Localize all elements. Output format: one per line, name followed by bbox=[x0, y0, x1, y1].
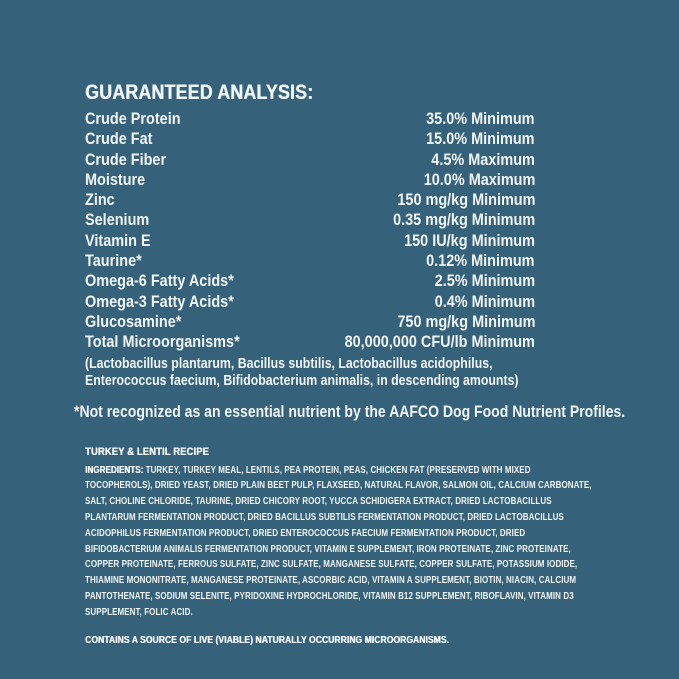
recipe-name-text: TURKEY & LENTIL RECIPE bbox=[85, 445, 209, 458]
nutrient-name: Total Microorganisms* bbox=[85, 332, 240, 352]
nutrient-name: Vitamin E bbox=[85, 230, 151, 250]
microorganisms-note-line1: (Lactobacillus plantarum, Bacillus subtilis, Lactobacillus acidophilus, bbox=[85, 355, 493, 372]
analysis-row-omega-6 bbox=[85, 271, 535, 291]
nutrient-name: Taurine* bbox=[85, 251, 142, 271]
nutrient-name: Glucosamine* bbox=[85, 311, 182, 331]
nutrient-name: Omega-3 Fatty Acids* bbox=[85, 291, 234, 311]
ingredients-label: INGREDIENTS: bbox=[85, 464, 144, 476]
analysis-row-selenium bbox=[85, 210, 535, 230]
ingredients-text-wrap bbox=[85, 463, 597, 621]
nutrient-name: Omega-6 Fatty Acids* bbox=[85, 271, 234, 291]
aafco-footnote-text: *Not recognized as an essential nutrient by the AAFCO Dog Food Nutrient Profiles. bbox=[74, 402, 626, 421]
analysis-row-crude-fat bbox=[85, 129, 535, 149]
nutrient-name: Crude Fiber bbox=[85, 149, 167, 169]
nutrient-value: 150 IU/kg Minimum bbox=[404, 230, 535, 250]
analysis-row-zinc bbox=[85, 190, 535, 210]
analysis-row-vitamin-e bbox=[85, 231, 535, 251]
analysis-row-crude-fiber bbox=[85, 150, 535, 170]
aafco-footnote bbox=[74, 402, 626, 422]
analysis-row-total-microorganisms bbox=[85, 332, 535, 352]
guaranteed-analysis-section bbox=[74, 81, 626, 422]
microorganisms-note bbox=[85, 356, 619, 391]
nutrient-name: Selenium bbox=[85, 210, 150, 230]
nutrient-value: 750 mg/kg Minimum bbox=[396, 311, 535, 331]
recipe-name bbox=[85, 446, 619, 459]
nutrient-name: Moisture bbox=[85, 169, 146, 189]
contains-note-text: CONTAINS A SOURCE OF LIVE (VIABLE) NATURALLY OCCURRING MICROORGANISMS. bbox=[85, 634, 449, 646]
analysis-row-taurine bbox=[85, 251, 535, 271]
ingredients-section bbox=[85, 446, 619, 647]
nutrient-value: 0.12% Minimum bbox=[426, 251, 535, 271]
guaranteed-analysis-table bbox=[85, 109, 535, 353]
contains-note bbox=[85, 634, 619, 647]
nutrient-name: Zinc bbox=[85, 190, 115, 210]
nutrient-value: 0.35 mg/kg Minimum bbox=[392, 210, 535, 230]
microorganisms-note-line2: Enterococcus faecium, Bifidobacterium animalis, in descending amounts) bbox=[85, 373, 519, 390]
ingredients-list: TURKEY, TURKEY MEAL, LENTILS, PEA PROTEIN, PEAS, CHICKEN FAT (PRESERVED WITH MIXED TOCOPHEROLS), DRIED YEAST, DRIED PLAIN BEET PULP, FLAXSEED, NATURAL FLAVOR, SALMON OIL, CALCIUM CARBONATE, SALT, CHOLINE CHLORIDE, TAURINE, DRIED CHICORY ROOT, YUCCA SCHIDIGERA EXTRACT, DRIED LACTOBACILLUS PLANTARUM FERMENTATION PRODUCT, DRIED BACILLUS SUBTILIS FERMENTATION PRODUCT, DRIED LACTOBACILLUS ACIDOPHILUS FERMENTATION PRODUCT, DRIED ENTEROCOCCUS FAECIUM FERMENTATION PRODUCT, DRIED BIFIDOBACTERIUM ANIMALIS FERMENTATION PRODUCT, VITAMIN E SUPPLEMENT, IRON PROTEINATE, ZINC PROTEINATE, COPPER PROTEINATE, FERROUS SULFATE, ZINC SULFATE, MANGANESE SULFATE, COPPER SULFATE, POTASSIUM IODIDE, THIAMINE MONONITRATE, MANGANESE PROTEINATE, ASCORBIC ACID, VITAMIN A SUPPLEMENT, BIOTIN, NIACIN, CALCIUM PANTOTHENATE, SODIUM SELENITE, PYRIDOXINE HYDROCHLORIDE, VITAMIN B12 SUPPLEMENT, RIBOFLAVIN, VITAMIN D3 SUPPLEMENT, FOLIC ACID. bbox=[85, 464, 592, 618]
analysis-row-glucosamine bbox=[85, 312, 535, 332]
analysis-row-crude-protein bbox=[85, 109, 535, 129]
nutrient-value: 0.4% Minimum bbox=[434, 291, 535, 311]
nutrient-value: 80,000,000 CFU/lb Minimum bbox=[344, 332, 535, 352]
guaranteed-analysis-title-text: GUARANTEED ANALYSIS: bbox=[85, 81, 314, 104]
guaranteed-analysis-title bbox=[85, 82, 619, 104]
nutrient-value: 4.5% Maximum bbox=[431, 149, 535, 169]
nutrient-value: 2.5% Minimum bbox=[434, 271, 535, 291]
nutrient-value: 15.0% Minimum bbox=[426, 129, 535, 149]
analysis-row-moisture bbox=[85, 170, 535, 190]
nutrient-value: 35.0% Minimum bbox=[426, 109, 535, 128]
nutrient-value: 10.0% Maximum bbox=[423, 169, 535, 189]
analysis-row-omega-3 bbox=[85, 292, 535, 312]
nutrient-value: 150 mg/kg Minimum bbox=[396, 190, 535, 210]
nutrient-name: Crude Fat bbox=[85, 129, 153, 149]
ingredients-paragraph bbox=[85, 463, 597, 621]
nutrient-name: Crude Protein bbox=[85, 109, 181, 128]
label-content bbox=[74, 81, 626, 647]
